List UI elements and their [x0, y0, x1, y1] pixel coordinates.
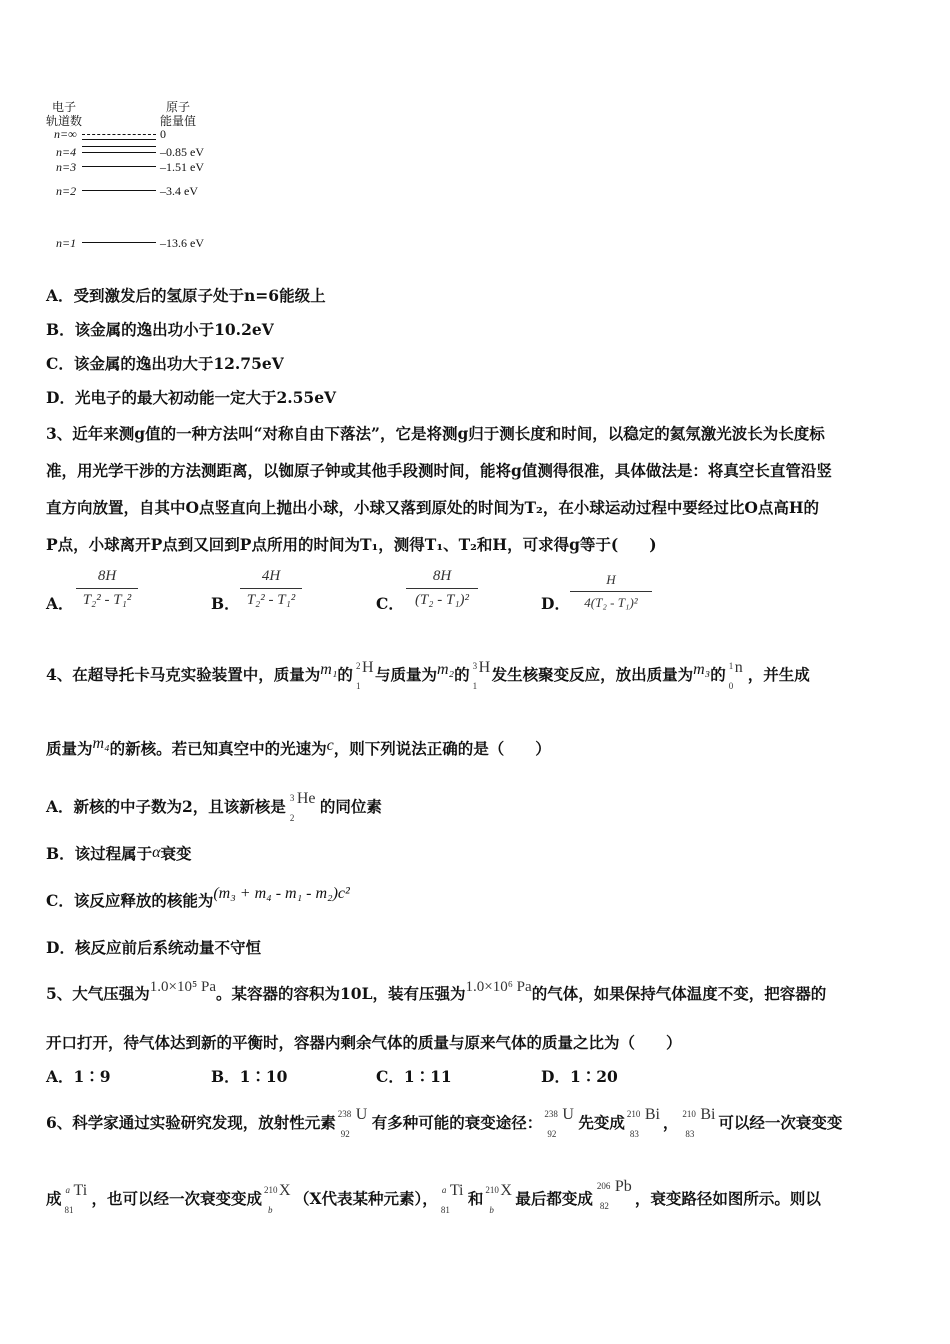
nuclide-ti: a 81 Ti [64, 1182, 88, 1215]
nuclide-bi210: 210 83 Bi [626, 1106, 660, 1139]
fraction-numerator: H [606, 572, 616, 587]
fraction-denominator: T₂² - T₁² [246, 592, 296, 608]
q6-stem-line1 [46, 1106, 843, 1139]
mass-m3: m₃ [693, 661, 711, 678]
text: 的 [337, 665, 353, 684]
text: 发生核聚变反应，放出质量为 [491, 665, 694, 684]
level-energy: –0.85 eV [160, 145, 204, 159]
nuclide-deuterium: 2 1 H [355, 659, 374, 691]
q3-option-c-fraction [406, 568, 478, 609]
q3-option-a-fraction [76, 568, 138, 609]
fraction-bar [240, 588, 302, 589]
level-line-2 [82, 190, 156, 191]
pressure-atm: 1.0×10⁵ Pa [149, 979, 216, 995]
text: 衰变 [160, 844, 192, 863]
text: 5、大气压强为 [46, 984, 150, 1003]
fraction-numerator: 8H [432, 568, 452, 584]
level-energy: –1.51 eV [160, 160, 204, 174]
level-line-4 [82, 146, 156, 147]
text: A．新核的中子数为2，且该新核是 [46, 797, 286, 816]
text: ， [662, 1113, 679, 1132]
text: B．该过程属于 [46, 844, 153, 863]
text: 4、在超导托卡马克实验装置中，质量为 [46, 665, 321, 684]
text: 。某容器的容积为10L，装有压强为 [216, 984, 466, 1003]
diagram-left-header: 电子 [52, 100, 77, 114]
q6-stem-line2 [46, 1178, 821, 1215]
fraction-numerator: 8H [97, 568, 117, 584]
mass-m1: m₁ [320, 661, 338, 678]
text: 可以经一次衰变变 [718, 1113, 843, 1132]
nuclide-x210: 210 b X [485, 1182, 512, 1215]
nuclide-neutron: 1 0 n [728, 659, 743, 691]
text: ，也可以经一次衰变变成 [91, 1189, 263, 1208]
q5-stem-line2: 开口打开，待气体达到新的平衡时，容器内剩余气体的质量与原来气体的质量之比为（ ） [46, 1033, 682, 1052]
level-energy: –3.4 eV [160, 184, 198, 198]
text: ，并生成 [747, 665, 810, 684]
q3-option-d-fraction [570, 572, 652, 611]
diagram-right-header: 原子 [166, 100, 191, 114]
fraction-bar [570, 591, 652, 592]
nuclide-ti: a 81 Ti [440, 1182, 464, 1215]
level-line-3 [82, 166, 156, 167]
q3-option-d-label: D． [541, 594, 570, 613]
level-label: n=4 [56, 145, 77, 159]
nuclide-u238: 238 92 U [544, 1106, 574, 1139]
nuclide-u238: 238 92 U [337, 1106, 368, 1139]
text: 和 [467, 1189, 484, 1208]
text: 质量为 [46, 739, 93, 758]
nuclide-bi210: 210 83 Bi [682, 1106, 716, 1139]
q4-option-b [46, 844, 192, 865]
q4-stem-line1 [46, 659, 810, 691]
text: ，则下列说法正确的是（ ） [333, 739, 551, 758]
q4-option-c [46, 885, 350, 912]
level-label: n=∞ [54, 127, 77, 141]
mass-m2: m₂ [436, 661, 455, 678]
nuclide-tritium: 3 1 H [472, 659, 491, 691]
q4-option-a [46, 790, 382, 823]
q5-option-c: C．1∶11 [376, 1067, 452, 1086]
fraction-bar [76, 588, 138, 589]
text: 的 [710, 665, 726, 684]
level-label: n=3 [56, 160, 77, 174]
level-line-4b [82, 152, 156, 153]
level-label: n=1 [56, 236, 77, 250]
pressure-container: 1.0×10⁶ Pa [465, 979, 532, 995]
q3-stem-line3: 直方向放置，自其中O点竖直向上抛出小球，小球又落到原处的时间为T₂，在小球运动过程中要经过比O点高H的 [46, 498, 819, 517]
text: 成 [46, 1189, 62, 1208]
text: 最后都变成 [515, 1189, 593, 1208]
level-line-1 [82, 242, 156, 243]
text: 6、科学家通过实验研究发现，放射性元素 [46, 1113, 336, 1132]
q3-option-c-label: C． [376, 594, 404, 613]
q3-stem-line2: 准，用光学干涉的方法测距离，以铷原子钟或其他手段测时间，能将g值测得很准，具体做法是：将真空长直管沿竖 [46, 461, 832, 480]
fraction-denominator: 4(T₂ - T₁)² [584, 595, 638, 610]
text: 的同位素 [319, 797, 382, 816]
q3-option-b-fraction [240, 568, 302, 609]
text: C．该反应释放的核能为 [46, 891, 214, 910]
text: 有多种可能的衰变途径： [371, 1113, 543, 1132]
text: 与质量为 [374, 665, 437, 684]
fraction-bar [406, 588, 478, 589]
q3-option-b-label: B． [211, 594, 240, 613]
q3-stem-line4: P点，小球离开P点到又回到P点所用的时间为T₁，测得T₁、T₂和H，可求得g等于( ) [46, 535, 657, 554]
q5-stem-line1 [46, 979, 827, 1005]
alpha-symbol: α [152, 844, 161, 861]
fraction-numerator: 4H [261, 568, 281, 584]
q3-stem-line1: 3、近年来测g值的一种方法叫“对称自由下落法”，它是将测g归于测长度和时间，以稳定的氦氖激光波长为长度标 [46, 424, 825, 443]
q2-option-d: D．光电子的最大初动能一定大于2.55eV [46, 388, 337, 407]
q4-option-d: D．核反应前后系统动量不守恒 [46, 938, 261, 957]
q2-option-c: C．该金属的逸出功大于12.75eV [46, 354, 284, 373]
level-label: n=2 [56, 184, 77, 198]
text: ，衰变路径如图所示。则以 [634, 1189, 821, 1208]
mass-m4: m₄ [92, 735, 110, 752]
nuclide-x210: 210 b X [264, 1182, 291, 1215]
q2-option-a: A．受到激发后的氢原子处于n=6能级上 [46, 286, 326, 305]
diagram-left-header: 轨道数 [46, 114, 83, 128]
text: 的气体，如果保持气体温度不变，把容器的 [531, 984, 827, 1003]
level-line-5 [82, 139, 156, 140]
nuclide-pb206: 206 82 Pb [596, 1178, 632, 1211]
q2-option-b: B．该金属的逸出功小于10.2eV [46, 320, 274, 339]
text: （X代表某种元素）， [294, 1189, 438, 1208]
level-energy: –13.6 eV [160, 236, 204, 250]
text: 的新核。若已知真空中的光速为 [109, 739, 327, 758]
nuclide-helium-3: 3 2 He [289, 790, 316, 823]
fraction-denominator: (T₂ - T₁)² [414, 592, 470, 608]
q5-option-a: A．1∶9 [46, 1067, 111, 1086]
fraction-denominator: T₂² - T₁² [82, 592, 132, 608]
q5-option-d: D．1∶20 [541, 1067, 618, 1086]
q4-stem-line2 [46, 735, 551, 760]
speed-of-light: c [326, 737, 334, 754]
text: 的 [454, 665, 470, 684]
level-energy: 0 [160, 127, 166, 141]
energy-level-diagram [44, 98, 224, 258]
q5-option-b: B．1∶10 [211, 1067, 288, 1086]
diagram-right-header: 能量值 [160, 114, 197, 128]
q3-option-a-label: A． [46, 594, 74, 613]
level-line-inf [82, 134, 156, 135]
energy-expression: (m₃ + m₄ - m₁ - m₂)c² [213, 885, 350, 902]
text: 先变成 [578, 1113, 625, 1132]
